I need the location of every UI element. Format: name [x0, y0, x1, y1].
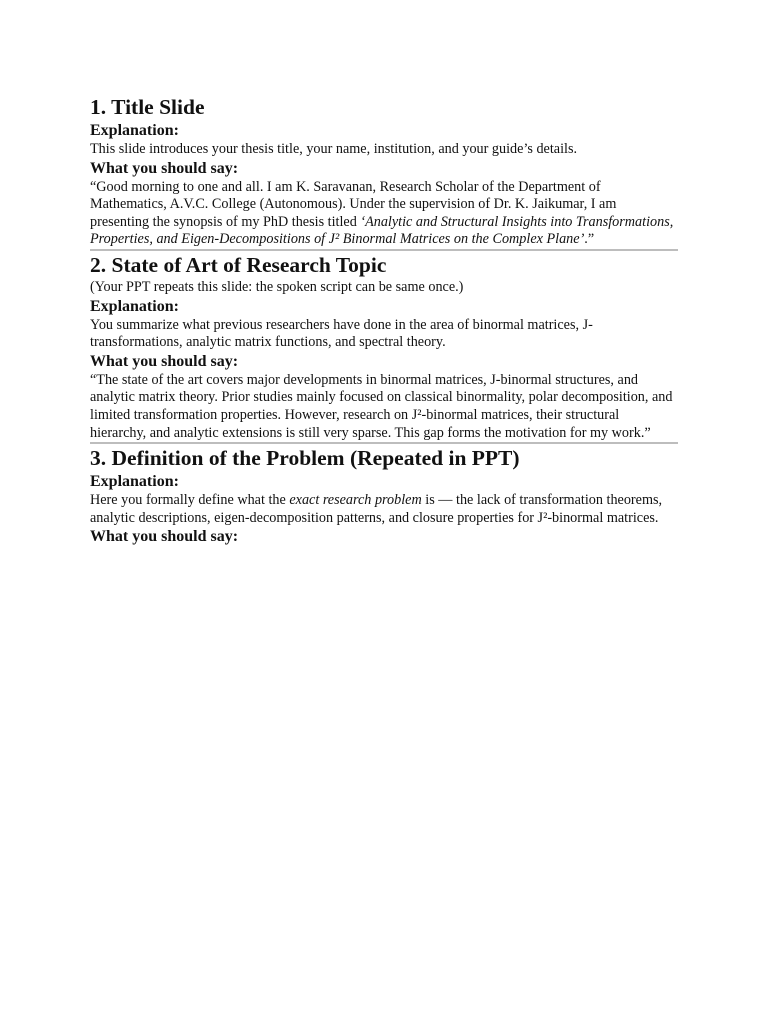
explanation-text [90, 492, 678, 527]
section-problem-definition [90, 444, 678, 547]
section-heading: 1. Title Slide [90, 95, 205, 119]
section-state-of-art [90, 251, 678, 442]
say-heading: What you should say: [90, 159, 239, 177]
research-problem-italic: exact research problem [289, 492, 422, 509]
explanation-heading: Explanation: [90, 473, 179, 491]
say-text-plain: “Good morning to one and all. I am K. Saravanan, Research Scholar of the Department of Mathematics, A.V.C. College (Autonomous). Under the supervision of Dr. K. Jaikumar, I am presenting the synopsis of my PhD thesis titled [90, 178, 617, 230]
section-heading: 3. Definition of the Problem (Repeated in PPT) [90, 446, 520, 471]
explanation-text: This slide introduces your thesis title, your name, institution, and your guide’s details. [90, 141, 578, 157]
section-title-slide [90, 93, 678, 249]
explanation-heading: Explanation: [90, 297, 179, 315]
say-text [90, 179, 678, 249]
section-note: (Your PPT repeats this slide: the spoken script can be same once.) [90, 278, 464, 295]
say-text: “The state of the art covers major developments in binormal matrices, J-binormal structures, and analytic matrix theory. Prior studies mainly focused on classical binormality, polar decomposition, and limited transformation properties. However, research on J²-binormal matrices, their structural hierarchy, and analytic extensions is still very sparse. This gap forms the motivation for my work.” [90, 371, 673, 441]
explanation-text: You summarize what previous researchers have done in the area of binormal matrices, J-transformations, analytic matrix functions, and spectral theory. [90, 316, 593, 351]
say-heading: What you should say: [90, 528, 239, 546]
say-text-end: .” [584, 231, 595, 248]
say-heading: What you should say: [90, 352, 239, 370]
explanation-post: is — the lack of transformation theorems, analytic descriptions, eigen-decomposition patterns, and closure properties for J²-binormal matrices. [90, 492, 663, 526]
section-heading: 2. State of Art of Research Topic [90, 252, 387, 277]
thesis-title-italic: ‘Analytic and Structural Insights into Transformations, Properties, and Eigen-Decompositions of J² Binormal Matrices on the Complex Plane’ [90, 213, 674, 248]
explanation-heading: Explanation: [90, 122, 179, 139]
explanation-pre: Here you formally define what the [90, 492, 290, 509]
